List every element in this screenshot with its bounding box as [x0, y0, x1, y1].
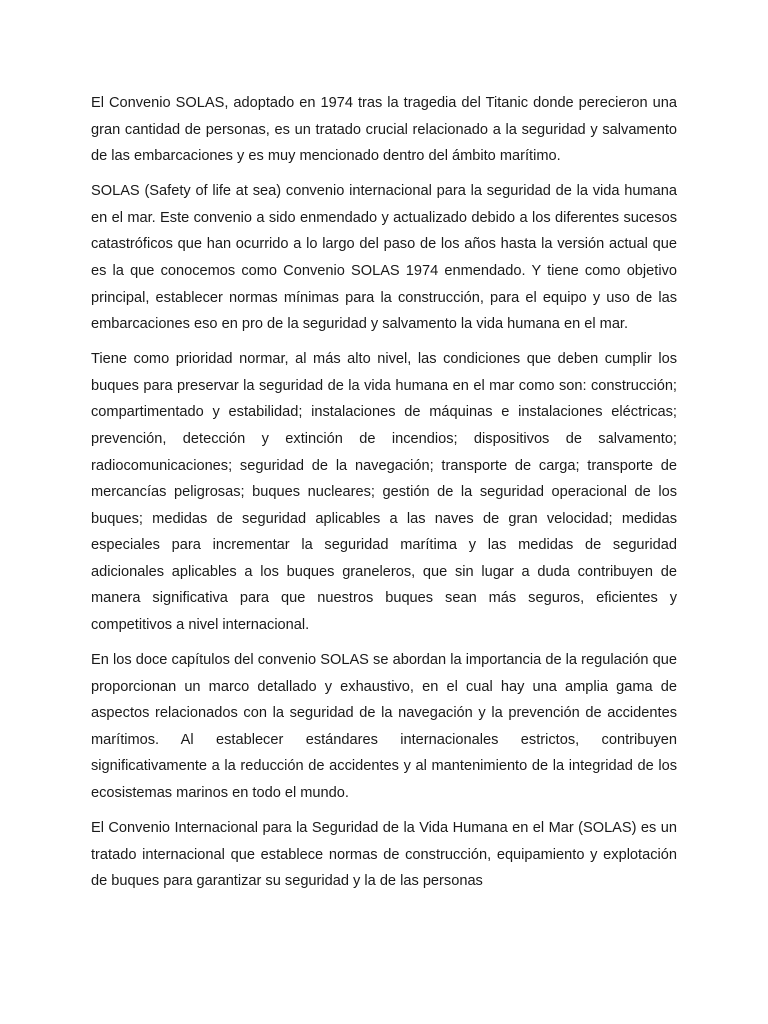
paragraph-2: SOLAS (Safety of life at sea) convenio internacional para la seguridad de la vida humana en el mar. Este convenio a sido enmendado y actualizado debido a los diferentes sucesos catastróficos que han ocurrido a lo largo del paso de los años hasta la versión actual que es la que conocemos como Convenio SOLAS 1974 enmendado. Y tiene como objetivo principal, establecer normas mínimas para la construcción, para el equipo y uso de las embarcaciones eso en pro de la seguridad y salvamento la vida humana en el mar.: [91, 183, 677, 333]
paragraph-4: En los doce capítulos del convenio SOLAS se abordan la importancia de la regulación que proporcionan un marco detallado y exhaustivo, en el cual hay una amplia gama de aspectos relacionados con la seguridad de la navegación y la prevención de accidentes marítimos. Al establecer estándares internacionales estrictos, contribuyen significativamente a la reducción de accidentes y al mantenimiento de la integridad de los ecosistemas marinos en todo el mundo.: [91, 652, 677, 802]
document-body: [91, 90, 677, 903]
paragraph-5: El Convenio Internacional para la Seguridad de la Vida Humana en el Mar (SOLAS) es un tratado internacional que establece normas de construcción, equipamiento y explotación de buques para garantizar su seguridad y la de las personas: [91, 820, 677, 890]
paragraph-1: El Convenio SOLAS, adoptado en 1974 tras la tragedia del Titanic donde perecieron una gran cantidad de personas, es un tratado crucial relacionado a la seguridad y salvamento de las embarcaciones y es muy mencionado dentro del ámbito marítimo.: [91, 95, 677, 165]
paragraph-3: Tiene como prioridad normar, al más alto nivel, las condiciones que deben cumplir los buques para preservar la seguridad de la vida humana en el mar como son: construcción; compartimentado y estabilidad; instalaciones de máquinas e instalaciones eléctricas; prevención, detección y extinción de incendios; dispositivos de salvamento; radiocomunicaciones; seguridad de la navegación; transporte de carga; transporte de mercancías peligrosas; buques nucleares; gestión de la seguridad operacional de los buques; medidas de seguridad aplicables a las naves de gran velocidad; medidas especiales para incrementar la seguridad marítima y las medidas de seguridad adicionales aplicables a los buques graneleros, que sin lugar a duda contribuyen de manera significativa para que nuestros buques sean más seguros, eficientes y competitivos a nivel internacional.: [91, 351, 677, 634]
